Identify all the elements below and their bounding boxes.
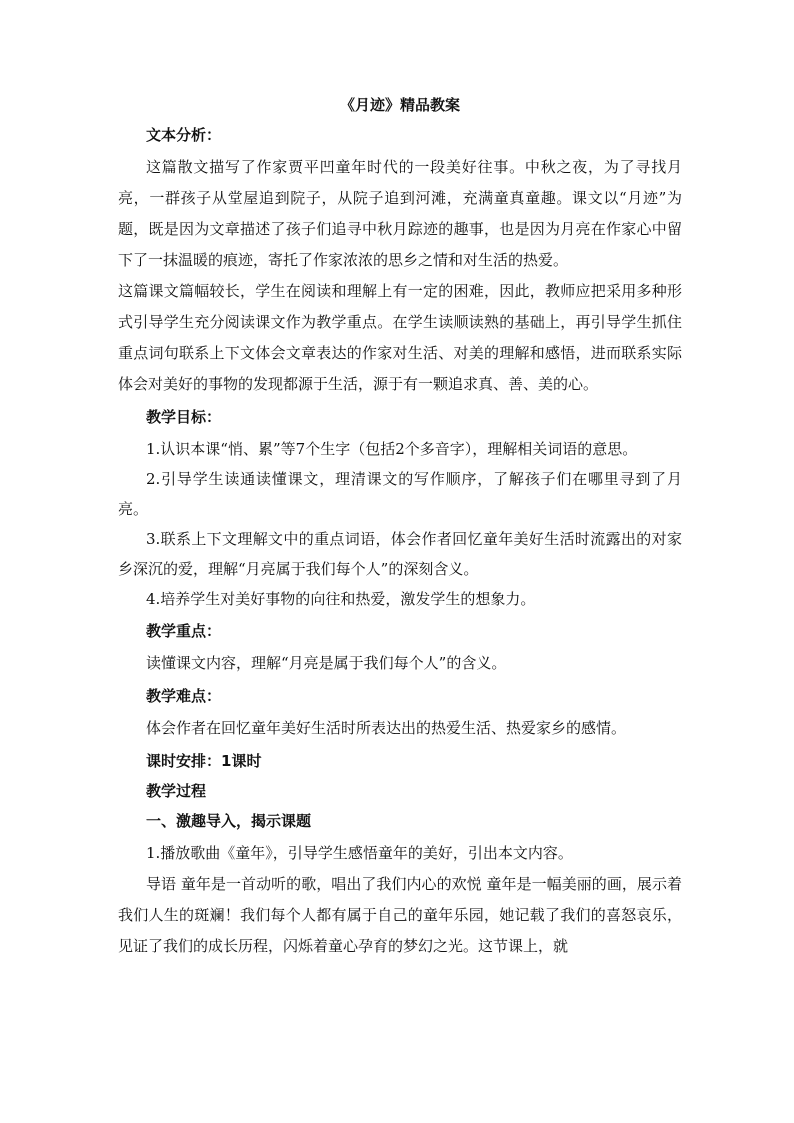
heading-process: 教学过程 <box>146 782 207 800</box>
goal-item-1: 1.认识本课“悄、累”等7个生字（包括2个多音字），理解相关词语的意思。 <box>146 440 638 458</box>
paragraph-analysis-2: 这篇课文篇幅较长，学生在阅读和理解上有一定的困难，因此，教师应把采用多种形式引导学生充分阅读课文作为教学重点。在学生读顺读熟的基础上，再引导学生抓住重点词句联系上下文体会文章表达的作家对生活、对美的理解和感悟，进而联系实际体会对美好的事物的发现都源于生活，源于有一颗追求真、善、美的心。 <box>118 282 682 393</box>
paragraph-step-1-item-1: 1.播放歌曲《童年》，引导学生感悟童年的美好，引出本文内容。 <box>146 844 573 862</box>
goal-item-2: 2.引导学生读通读懂课文，理清课文的写作顺序，了解孩子们在哪里寻到了月亮。 <box>118 470 682 518</box>
heading-schedule: 课时安排：1课时 <box>146 752 262 770</box>
goal-item-4: 4.培养学生对美好事物的向往和热爱，激发学生的想象力。 <box>146 590 536 608</box>
heading-difficulties: 教学难点： <box>146 687 222 705</box>
heading-key-points: 教学重点： <box>146 622 222 640</box>
heading-text-analysis: 文本分析： <box>146 126 222 144</box>
heading-teaching-goals: 教学目标： <box>146 408 222 426</box>
paragraph-analysis-1: 这篇散文描写了作家贾平凹童年时代的一段美好往事。中秋之夜，为了寻找月亮，一群孩子从堂屋追到院子，从院子追到河滩，充满童真童趣。课文以“月迹”为题，既是因为文章描述了孩子们追寻中秋月踪迹的趣事，也是因为月亮在作家心中留下了一抹温暖的痕迹，寄托了作家浓浓的思乡之情和对生活的热爱。 <box>118 158 682 269</box>
paragraph-key-points: 读懂课文内容，理解“月亮是属于我们每个人”的含义。 <box>146 654 507 672</box>
paragraph-intro-speech: 导语 童年是一首动听的歌，唱出了我们内心的欢悦 童年是一幅美丽的画，展示着我们人生的斑斓！我们每个人都有属于自己的童年乐园，她记载了我们的喜怒哀乐，见证了我们的成长历程，闪烁着童心孕育的梦幻之光。这节课上，就 <box>118 875 682 955</box>
goal-item-3: 3.联系上下文理解文中的重点词语，体会作者回忆童年美好生活时流露出的对家乡深沉的爱，理解“月亮属于我们每个人”的深刻含义。 <box>118 530 682 578</box>
document-title: 《月迹》精品教案 <box>339 96 460 114</box>
document-body <box>118 92 682 962</box>
heading-step-1: 一、激趣导入，揭示课题 <box>146 812 312 830</box>
paragraph-difficulties: 体会作者在回忆童年美好生活时所表达出的热爱生活、热爱家乡的感情。 <box>146 719 627 737</box>
